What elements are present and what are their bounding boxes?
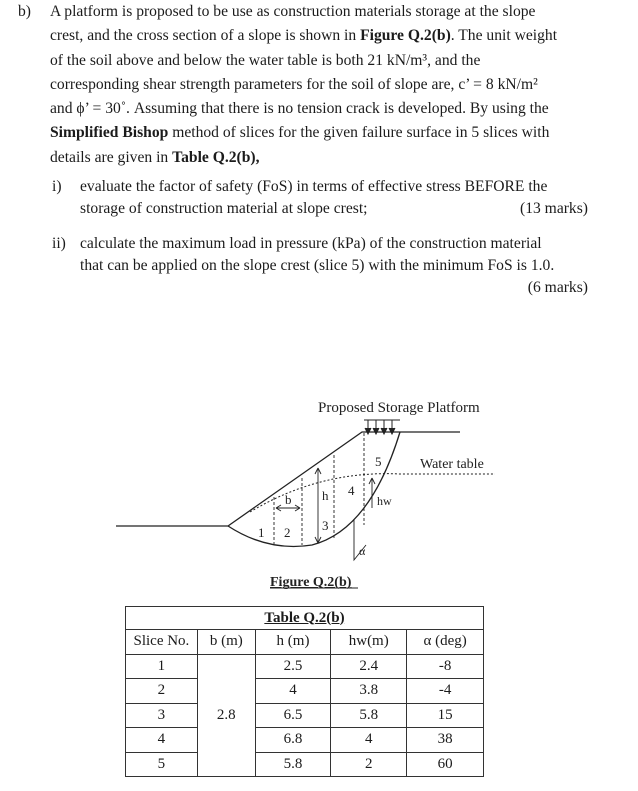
slice-number-3: 3: [322, 518, 329, 533]
header-alpha: α (deg): [407, 630, 484, 655]
part-i-marks: (13 marks): [520, 200, 588, 217]
slice-number-1: 1: [258, 525, 265, 540]
slice-table: [125, 606, 484, 776]
figure-reference: Figure Q.2(b): [360, 27, 451, 45]
alpha-label: α: [359, 544, 366, 558]
slice-number-4: 4: [348, 483, 355, 498]
b-label: b: [285, 492, 292, 507]
table-reference: Table Q.2(b),: [172, 148, 260, 166]
platform-label: Proposed Storage Platform: [318, 400, 480, 416]
slice-number-2: 2: [284, 525, 291, 540]
failure-surface: [228, 432, 400, 546]
part-i-label: i): [52, 178, 62, 195]
part-ii-marks: (6 marks): [527, 279, 588, 296]
slice-number-5: 5: [375, 454, 382, 469]
question-line-3: of the soil above and below the water table is both 21 kN/m³, and the: [50, 51, 481, 69]
header-b: b (m): [197, 630, 255, 655]
question-line-5: and ϕ’ = 30˚. Assuming that there is no tension crack is developed. By using the: [50, 100, 549, 118]
question-line-2: crest, and the cross section of a slope is shown in Figure Q.2(b). The unit weight: [50, 27, 558, 45]
question-line-4: corresponding shear strength parameters for the soil of slope are, c’ = 8 kN/m²: [50, 75, 538, 93]
part-i-text: storage of construction material at slope crest;: [80, 200, 368, 217]
header-h: h (m): [255, 630, 330, 655]
h-dimension: [315, 468, 321, 543]
h-label: h: [322, 488, 329, 503]
table-row: 3 6.5 5.8 15: [126, 703, 484, 728]
part-i: i) evaluate the factor of safety (FoS) in terms of effective stress BEFORE the storage of construction material at slope crest; (13 marks): [52, 176, 588, 220]
figure-caption: Figure Q.2(b): [270, 575, 352, 590]
table-row: 5 5.8 2 60: [126, 752, 484, 777]
table-row: 2 4 3.8 -4: [126, 679, 484, 704]
water-table-label: Water table: [420, 457, 484, 472]
question-line-1: b) A platform is proposed to be use as construction materials storage at the slope: [18, 0, 618, 24]
part-ii-text: that can be applied on the slope crest (slice 5) with the minimum FoS is 1.0.: [80, 257, 555, 274]
question-line-6: Simplified Bishop method of slices for the given failure surface in 5 slices with: [50, 124, 550, 142]
part-ii: ii) calculate the maximum load in pressure (kPa) of the construction material that can be applied on the slope crest (slice 5) with the minimum FoS is 1.0. (6 marks): [52, 233, 588, 299]
table-row: 1 2.8 2.5 2.4 -8: [126, 654, 484, 679]
ground-surface: [116, 432, 460, 526]
table-header-row: [126, 630, 484, 655]
hw-label: hw: [377, 494, 392, 508]
method-name: Simplified Bishop: [50, 124, 169, 142]
header-slice: Slice No.: [126, 630, 198, 655]
question-label: b): [18, 3, 31, 20]
question-line-7: details are given in Table Q.2(b),: [50, 148, 260, 166]
table-caption: Table Q.2(b): [264, 609, 345, 626]
table-row: 4 6.8 4 38: [126, 728, 484, 753]
b-value: 2.8: [197, 654, 255, 777]
part-ii-label: ii): [52, 235, 66, 252]
header-hw: hw(m): [331, 630, 407, 655]
